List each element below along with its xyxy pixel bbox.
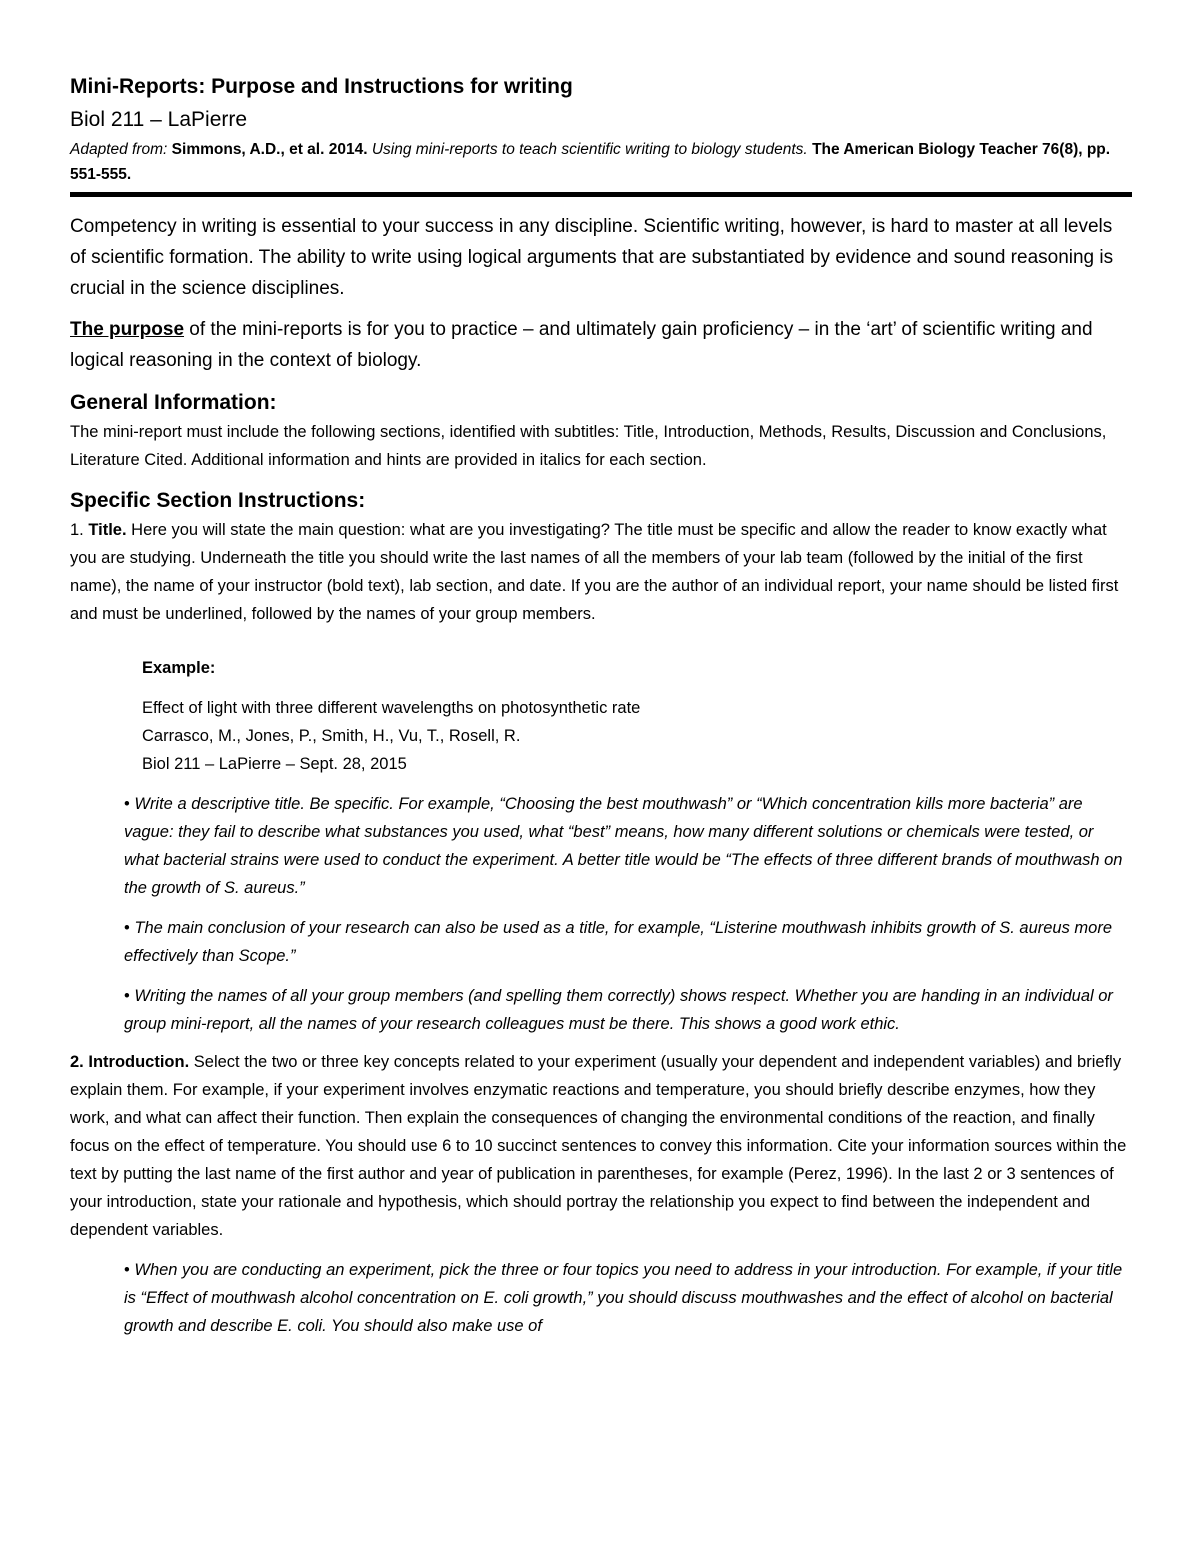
- header-divider: [70, 192, 1132, 197]
- bullet-icon: •: [124, 795, 130, 813]
- citation-journal: The American Biology Teacher 76(8), pp. 551-555.: [70, 141, 1111, 183]
- example-line: Biol 211 – LaPierre – Sept. 28, 2015: [142, 755, 407, 773]
- intro-label: Introduction.: [88, 1053, 190, 1071]
- title-label: Title.: [88, 521, 127, 539]
- citation-line: [70, 137, 1132, 187]
- purpose-label: The purpose: [70, 319, 185, 340]
- hint-item: [124, 982, 1132, 1038]
- purpose-text: of the mini-reports is for you to practice – and ultimately gain proficiency – in the ‘art’ of scientific writing and logical reasoning in the context of biology.: [70, 319, 1093, 371]
- example-line: Carrasco, M., Jones, P., Smith, H., Vu, T., Rosell, R.: [142, 727, 521, 745]
- title-number: 1.: [70, 521, 84, 539]
- hint-item: [124, 1256, 1132, 1340]
- general-text: The mini-report must include the following sections, identified with subtitles: Title, Introduction, Methods, Results, Discussion and Conclusions, Literature Cited. Additional information and hints are provided in italics for each section.: [70, 423, 1107, 469]
- document-title: Mini-Reports: Purpose and Instructions for writing: [70, 75, 573, 98]
- citation-authors: Simmons, A.D., et al. 2014.: [171, 141, 368, 158]
- example-label: Example:: [142, 659, 216, 677]
- example-line: Effect of light with three different wavelengths on photosynthetic rate: [142, 699, 641, 717]
- intro-number: 2.: [70, 1053, 84, 1071]
- hint-text: Writing the names of all your group members (and spelling them correctly) shows respect. Whether you are handing in an individual or group mini-report, all the names of your research colleagues must be there. This shows a good work ethic.: [124, 987, 1113, 1033]
- intro-paragraph: Competency in writing is essential to your success in any discipline. Scientific writing, however, is hard to master at all levels of scientific formation. The ability to write using logical arguments that are substantiated by evidence and sound reasoning is crucial in the science disciplines.: [70, 216, 1114, 299]
- hint-item: [124, 790, 1132, 902]
- bullet-icon: •: [124, 919, 130, 937]
- title-text: Here you will state the main question: what are you investigating? The title must be specific and allow the reader to know exactly what you are studying. Underneath the title you should write the last names of all the members of your lab team (followed by the initial of the first name), the name of your instructor (bold text), lab section, and date. If you are the author of an individual report, your name should be listed first and must be underlined, followed by the names of your group members.: [70, 521, 1119, 623]
- general-heading: General Information:: [70, 391, 277, 414]
- example-block: [142, 654, 1132, 778]
- citation-article: Using mini-reports to teach scientific writing to biology students.: [371, 141, 808, 158]
- document-page: [70, 72, 1132, 1340]
- bullet-icon: •: [124, 1261, 130, 1279]
- citation-prefix: Adapted from:: [70, 141, 168, 158]
- hint-text: Write a descriptive title. Be specific. For example, “Choosing the best mouthwash” or “Which concentration kills more bacteria” are vague: they fail to describe what substances you used, what “best” means, how many different solutions or chemicals were tested, or what bacterial strains were used to conduct the experiment. A better title would be “The effects of three different brands of mouthwash on the growth of S. aureus.”: [124, 795, 1123, 897]
- title-section: [70, 516, 1132, 628]
- hint-item: [124, 914, 1132, 970]
- specific-heading: Specific Section Instructions:: [70, 489, 366, 512]
- hint-text: When you are conducting an experiment, pick the three or four topics you need to address in your introduction. For example, if your title is “Effect of mouthwash alcohol concentration on E. coli growth,” you should discuss mouthwashes and the effect of alcohol on bacterial growth and describe E. coli. You should also make use of: [124, 1261, 1123, 1335]
- purpose-paragraph: [70, 314, 1132, 376]
- course-line: Biol 211 – LaPierre: [70, 108, 248, 131]
- hint-text: The main conclusion of your research can also be used as a title, for example, “Listerine mouthwash inhibits growth of S. aureus more effectively than Scope.”: [124, 919, 1113, 965]
- introduction-section: [70, 1048, 1132, 1244]
- bullet-icon: •: [124, 987, 130, 1005]
- intro-text: Select the two or three key concepts related to your experiment (usually your dependent and independent variables) and briefly explain them. For example, if your experiment involves enzymatic reactions and temperature, you should briefly describe enzymes, how they work, and what can affect their function. Then explain the consequences of changing the environmental conditions of the reaction, and finally focus on the effect of temperature. You should use 6 to 10 succinct sentences to convey this information. Cite your information sources within the text by putting the last name of the first author and year of publication in parentheses, for example (Perez, 1996). In the last 2 or 3 sentences of your introduction, state your rationale and hypothesis, which should portray the relationship you expect to find between the independent and dependent variables.: [70, 1053, 1127, 1239]
